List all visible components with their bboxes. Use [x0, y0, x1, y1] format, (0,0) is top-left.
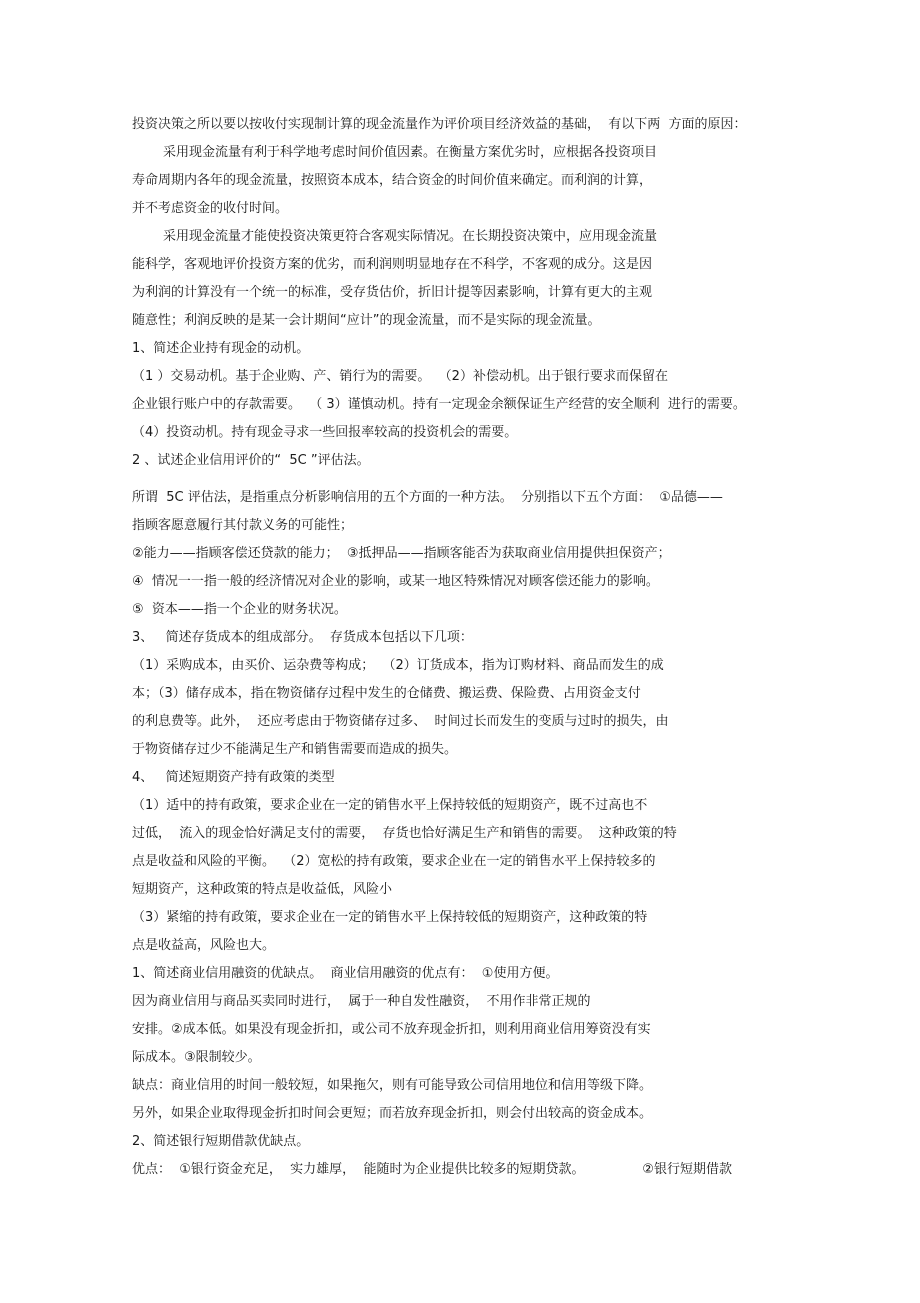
- text-line: 采用现金流量才能使投资决策更符合客观实际情况。在长期投资决策中，应用现金流量: [163, 229, 658, 244]
- text-line: 寿命周期内各年的现金流量，按照资本成本，结合资金的时间价值来确定。而利润的计算，: [132, 173, 653, 188]
- text-line: 采用现金流量有利于科学地考虑时间价值因素。在衡量方案优劣时，应根据各投资项目: [163, 145, 658, 160]
- section-heading: 1、简述商业信用融资的优缺点。 商业信用融资的优点有： ①使用方便。: [132, 966, 559, 981]
- section-heading: 1、简述企业持有现金的动机。: [132, 341, 310, 356]
- text-line: 于物资储存过少不能满足生产和销售需要而造成的损失。: [132, 742, 458, 757]
- section-heading: 2 、试述企业信用评价的“ 5C ”评估法。: [132, 453, 370, 468]
- text-line: 过低， 流入的现金恰好满足支付的需要， 存货也恰好满足生产和销售的需要。 这种政策的特: [132, 826, 677, 841]
- text-line: 点是收益和风险的平衡。 （2）宽松的持有政策，要求企业在一定的销售水平上保持较多的: [132, 854, 656, 869]
- text-line: 指顾客愿意履行其付款义务的可能性；: [132, 518, 354, 533]
- text-line: 本；（3）储存成本，指在物资储存过程中发生的仓储费、搬运费、保险费、占用资金支付: [132, 686, 641, 701]
- text-line: ④ 情况一一指一般的经济情况对企业的影响，或某一地区特殊情况对顾客偿还能力的影响。: [132, 574, 659, 589]
- text-line: 随意性；利润反映的是某一会计期间“应计”的现金流量，而不是实际的现金流量。: [132, 313, 601, 328]
- section-heading: 3、 简述存货成本的组成部分。 存货成本包括以下几项：: [132, 630, 473, 645]
- text-line: （4）投资动机。持有现金寻求一些回报率较高的投资机会的需要。: [132, 425, 518, 440]
- text-line: ⑤ 资本——指一个企业的财务状况。: [132, 602, 347, 617]
- text-line: （3）紧缩的持有政策，要求企业在一定的销售水平上保持较低的短期资产，这种政策的特: [132, 910, 648, 925]
- text-line: 缺点：商业信用的时间一般较短，如果拖欠，则有可能导致公司信用地位和信用等级下降。: [132, 1078, 653, 1093]
- section-heading: 4、 简述短期资产持有政策的类型: [132, 770, 335, 785]
- text-line: 际成本。③限制较少。: [132, 1050, 261, 1065]
- text-line: （1）适中的持有政策，要求企业在一定的销售水平上保持较低的短期资产，既不过高也不: [132, 798, 648, 813]
- section-heading: 2、简述银行短期借款优缺点。: [132, 1134, 310, 1149]
- text-line: ②能力——指顾客偿还贷款的能力； ③抵押品——指顾客能否为获取商业信用提供担保资产；: [132, 546, 671, 561]
- text-line: 企业银行账户中的存款需要。 （ 3）谨慎动机。持有一定现金余额保证生产经营的安全顺利 进行的需要。: [132, 397, 746, 412]
- text-line: 所谓 5C 评估法，是指重点分析影响信用的五个方面的一种方法。 分别指以下五个方面： ①品德——: [132, 490, 723, 505]
- text-line: 短期资产，这种政策的特点是收益低，风险小: [132, 882, 393, 897]
- text-line: （1 ）交易动机。基于企业购、产、销行为的需要。 （2）补偿动机。出于银行要求而保留在: [132, 369, 668, 384]
- text-line: 点是收益高，风险也大。: [132, 938, 276, 953]
- text-line: （1）采购成本，由买价、运杂费等构成； （2）订货成本，指为订购材料、商品而发生的成: [132, 658, 664, 673]
- text-line: 优点： ①银行资金充足， 实力雄厚， 能随时为企业提供比较多的短期贷款。 ②银行短期借款: [132, 1162, 732, 1177]
- text-line: 安排。②成本低。如果没有现金折扣，或公司不放弃现金折扣，则利用商业信用筹资没有实: [132, 1022, 651, 1037]
- text-line: 的利息费等。此外， 还应考虑由于物资储存过多、 时间过长而发生的变质与过时的损失，由: [132, 714, 669, 729]
- text-line: 因为商业信用与商品买卖同时进行， 属于一种自发性融资， 不用作非常正规的: [132, 994, 591, 1009]
- text-line: 投资决策之所以要以按收付实现制计算的现金流量作为评价项目经济效益的基础， 有以下两 方面的原因：: [132, 117, 747, 132]
- text-line: 能科学，客观地评价投资方案的优劣，而利润则明显地存在不科学，不客观的成分。这是因: [132, 257, 653, 272]
- text-line: 另外，如果企业取得现金折扣时间会更短；而若放弃现金折扣，则会付出较高的资金成本。: [132, 1106, 653, 1121]
- text-line: 并不考虑资金的收付时间。: [132, 201, 289, 216]
- text-line: 为利润的计算没有一个统一的标准，受存货估价，折旧计提等因素影响，计算有更大的主观: [132, 285, 653, 300]
